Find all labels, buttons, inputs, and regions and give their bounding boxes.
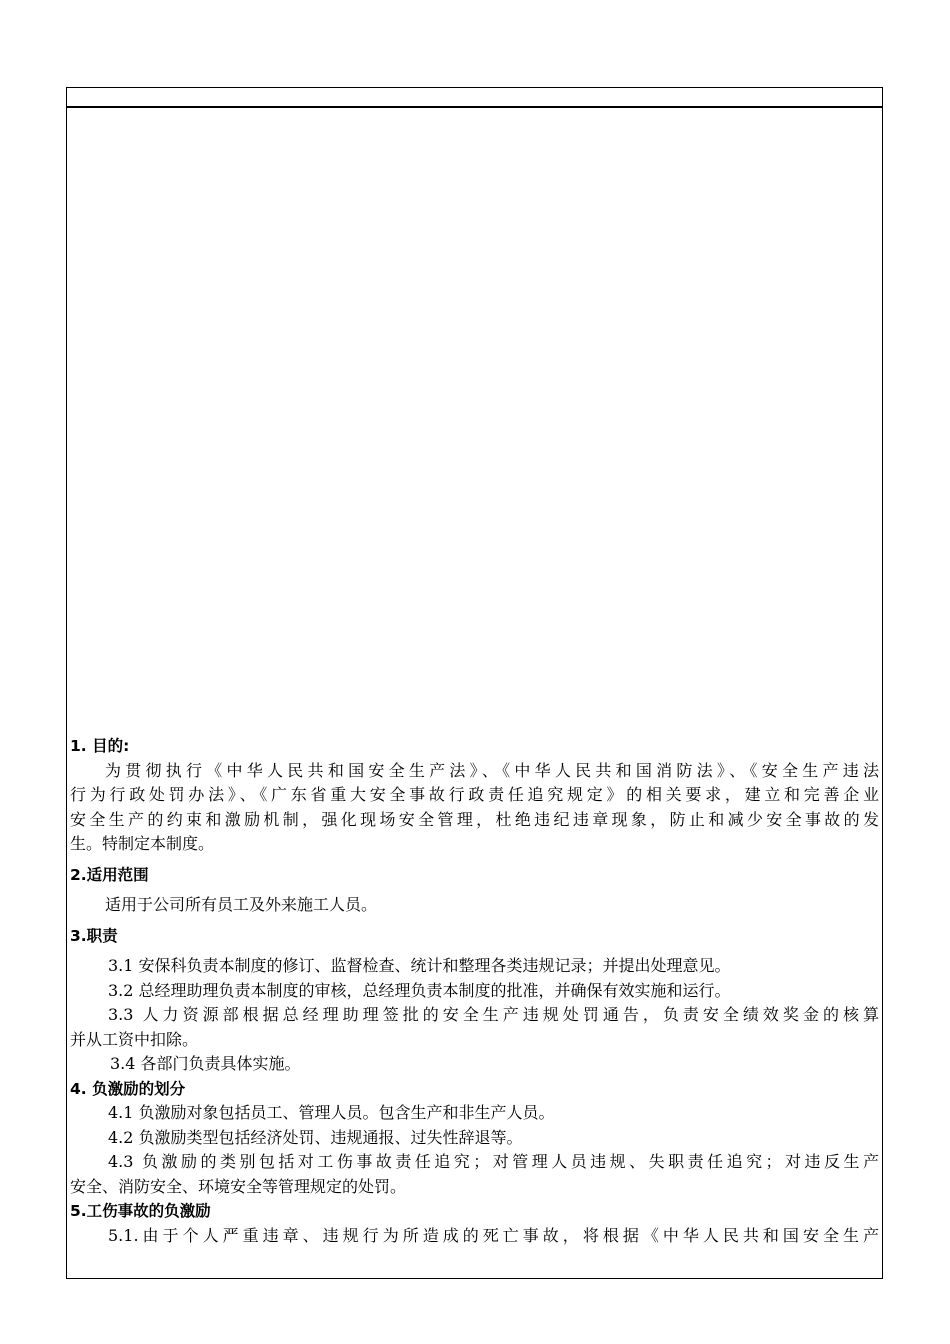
section-5-item: 5.1.由于个人严重违章、违规行为所造成的死亡事故，将根据《中华人民共和国安全生产 [108,1225,879,1245]
section-1-heading: 1. 目的: [70,737,130,755]
section-4-item: 4.2 负激励类型包括经济处罚、违规通报、过失性辞退等。 [108,1127,523,1147]
section-5-heading: 5.工伤事故的负激励 [70,1202,211,1220]
section-1-paragraph-line: 生。特制定本制度。 [70,834,215,853]
header-rule [67,106,882,108]
section-2-heading: 2.适用范围 [70,865,149,884]
document-frame [66,87,883,1279]
section-3-item: 3.4 各部门负责具体实施。 [110,1054,301,1073]
section-4-heading: 4. 负激励的划分 [70,1079,186,1098]
section-3-item: 3.3 人力资源部根据总经理助理签批的安全生产违规处罚通告，负责安全绩效奖金的核算 [108,1005,879,1024]
section-4-item-continued: 安全、消防安全、环境安全等管理规定的处罚。 [70,1176,407,1196]
section-3-item: 3.2 总经理助理负责本制度的审核，总经理负责本制度的批准，并确保有效实施和运行。 [108,980,731,1000]
section-1-paragraph-line: 安全生产的约束和激励机制，强化现场安全管理，杜绝违纪违章现象，防止和减少安全事故的发 [70,809,879,829]
section-3-heading: 3.职责 [70,926,118,945]
section-4-item: 4.1 负激励对象包括员工、管理人员。包含生产和非生产人员。 [108,1103,555,1122]
section-1-paragraph-line: 行为行政处罚办法》、《广东省重大安全事故行政责任追究规定》的相关要求，建立和完善企业 [70,785,879,804]
section-3-item-continued: 并从工资中扣除。 [70,1029,199,1049]
document-body [67,734,882,1248]
section-2-paragraph: 适用于公司所有员工及外来施工人员。 [105,895,378,914]
section-1-paragraph-line: 为贯彻执行《中华人民共和国安全生产法》、《中华人民共和国消防法》、《安全生产违法 [105,760,879,780]
section-4-item: 4.3 负激励的类别包括对工伤事故责任追究；对管理人员违规、失职责任追究；对违反生产 [108,1152,879,1171]
section-3-item: 3.1 安保科负责本制度的修订、监督检查、统计和整理各类违规记录；并提出处理意见。 [108,956,731,975]
